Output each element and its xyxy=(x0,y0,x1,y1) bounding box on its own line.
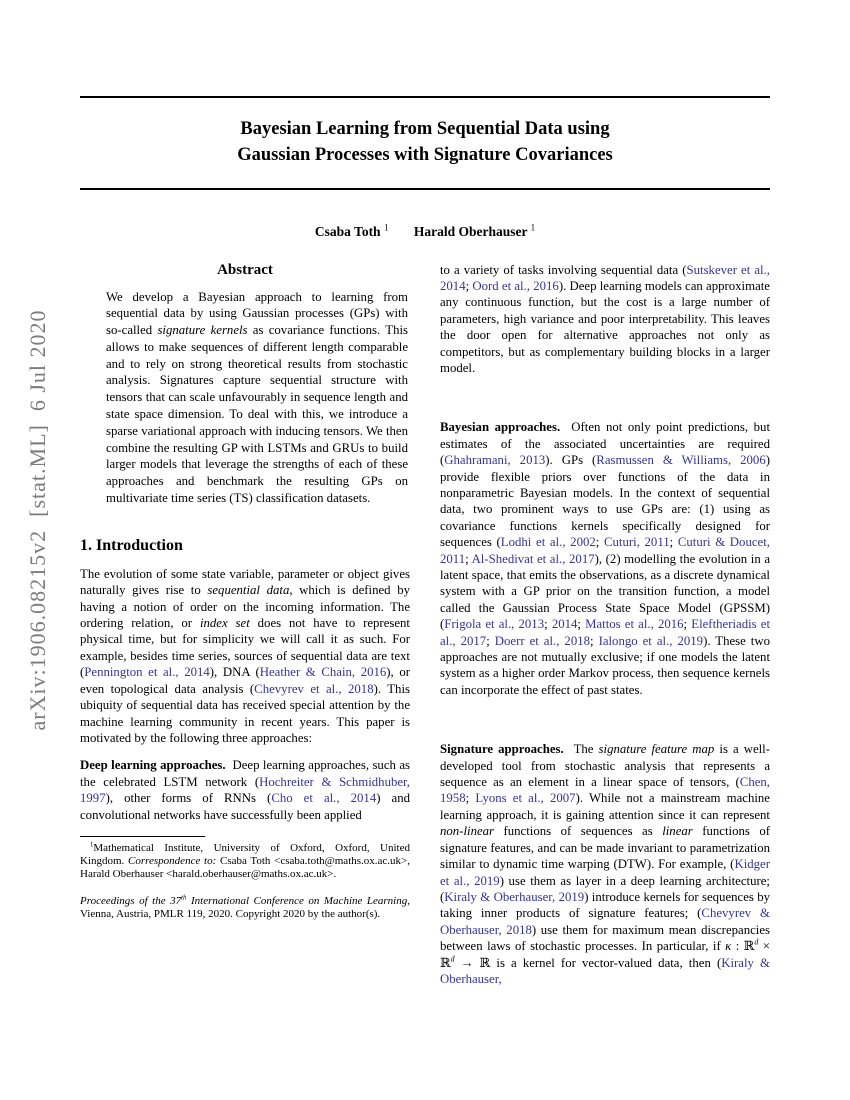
text-run: : ℝ xyxy=(731,939,755,954)
text-run: d xyxy=(450,954,455,964)
text-run: ) and convolutional networks have successfully been applied xyxy=(80,791,410,822)
citation-link[interactable]: Cuturi, 2011 xyxy=(603,535,670,550)
text-run: ). Deep learning models can approximate any continuous function, but the cost is a large number of parameters, high variance and poor interpretability. This leaves the door open for alternative approaches not only as competitors, but as complementary building blocks in a larger model. xyxy=(440,278,770,375)
text-run: The evolution of some state variable, parameter or object gives naturally gives rise to xyxy=(80,566,410,598)
text-run: → ℝ is a kernel for vector-valued data, then ( xyxy=(454,955,722,970)
citation-link[interactable]: Rasmussen & Williams, 2006 xyxy=(596,453,766,468)
text-run: sequential data xyxy=(207,583,290,598)
citation-link[interactable]: Mattos et al., 2016 xyxy=(585,617,684,632)
citation-link[interactable]: Doerr et al., 2018 xyxy=(494,633,591,648)
citation-link[interactable]: Frigola et al., 2013 xyxy=(444,617,545,632)
section-heading-introduction: 1. Introduction xyxy=(80,536,183,554)
text-run: to a variety of tasks involving sequential data ( xyxy=(440,262,687,277)
author-1-affiliation-mark: 1 xyxy=(383,222,389,232)
abstract-heading: Abstract xyxy=(217,261,273,278)
text-run: ; xyxy=(486,633,495,648)
header-rule-bottom xyxy=(80,188,770,190)
citation-link[interactable]: Ialongo et al., 2019 xyxy=(598,633,704,648)
header-rule-top xyxy=(80,96,770,98)
footnote-rule xyxy=(80,836,205,837)
text-run: Mathematical Institute, University of Oxford, Oxford, United Kingdom. xyxy=(80,841,410,868)
citation-link[interactable]: Heather & Chain, 2016 xyxy=(259,665,387,680)
left-column xyxy=(80,262,410,988)
text-run: , which is defined by having a notion of order on the incoming information. The ordering relation, or xyxy=(80,583,410,631)
author-1 xyxy=(315,224,389,239)
text-run: Signature approaches. xyxy=(440,742,564,757)
text-run: functions of signature features, and can be made invariant to parametrization similar to dynamic time warping (DTW). For example, ( xyxy=(440,824,770,872)
text-run: Deep learning approaches, such as the celebrated LSTM network ( xyxy=(80,758,411,789)
citation-link[interactable]: Chevyrev et al., 2018 xyxy=(254,681,374,696)
text-run: ; xyxy=(683,617,692,632)
text-run: International Conference on Machine Learning xyxy=(186,894,408,907)
citation-link[interactable]: Eleftheriadis et al., 2017 xyxy=(440,617,771,648)
citation-link[interactable]: Cuturi & Doucet, 2011 xyxy=(440,535,770,566)
abstract-paragraph xyxy=(106,289,408,507)
text-run: The xyxy=(563,742,599,757)
text-run: is a well-developed tool from stochastic analysis that represents a sequence as an element in a linear space of tensors, ( xyxy=(440,742,771,790)
text-run: ) use them for maximum mean discrepancies between laws of stochastic processes. In particular, if xyxy=(440,922,770,954)
citation-link[interactable]: Kiraly & Oberhauser, xyxy=(440,955,770,986)
text-run: ; xyxy=(590,633,599,648)
citation-link[interactable]: Hochreiter & Schmidhuber, 1997 xyxy=(80,774,410,806)
text-run: We develop a Bayesian approach to learning from sequential data by using Gaussian processes (GPs) with so-called xyxy=(106,289,408,338)
citation-link[interactable]: Sutskever et al., 2014 xyxy=(440,262,770,293)
text-run: ; xyxy=(465,551,472,566)
text-run: Bayesian approaches. xyxy=(440,420,561,435)
author-2-affiliation-mark: 1 xyxy=(530,222,536,232)
text-run: d xyxy=(754,937,759,947)
two-column-body xyxy=(80,262,770,988)
text-run: ) use them as layer in a deep learning architecture; ( xyxy=(440,873,770,904)
author-1-name: Csaba Toth xyxy=(314,223,381,239)
arxiv-stamp: arXiv:1906.08215v2 [stat.ML] 6 Jul 2020 xyxy=(25,309,50,731)
text-run: ), (2) modelling the evolution in a latent space, that emits the observations, as a discrete dynamical system with a GP prior on the transition function, a model called the Gaussian Process State Space Model (GPSSM) ( xyxy=(440,551,770,632)
text-run: as covariance functions. This allows to make sequences of different length comparable and to rely on strong theoretical results from stochastic analysis. Signatures capture sequential structure with tensors that can scale unfavourably in sequence length and state space dimension. To deal with this, we introduce a sparse variational approach with inducing tensors. We then combine the resulting GP with LSTMs and GRUs to build larger models that leverage the strengths of each of these approaches and benchmark the resulting GPs on multivariate time series (TS) classification datasets. xyxy=(106,323,408,506)
citation-link[interactable]: Lyons et al., 2007 xyxy=(475,791,576,806)
citation-link[interactable]: Chevyrev & Oberhauser, 2018 xyxy=(440,906,770,937)
paper-content xyxy=(80,0,770,987)
text-run: ), other forms of RNNs ( xyxy=(105,791,272,806)
text-run: Correspondence to: xyxy=(128,855,217,868)
paper-title xyxy=(80,116,770,168)
proceedings-note xyxy=(80,895,410,921)
text-run: Csaba Toth <csaba.toth@maths.ox.ac.uk>, Harald Oberhauser <harald.oberhauser@maths.ox.ac.uk>. xyxy=(80,855,410,881)
intro-paragraph xyxy=(80,566,410,746)
author-line xyxy=(80,222,770,240)
text-run: ; xyxy=(465,278,473,293)
text-run: does not have to represent physical time, but for simplicity we will call it as such. For example, besides time series, sources of sequential data are text ( xyxy=(80,616,410,680)
author-2 xyxy=(414,224,535,239)
bayesian-paragraph xyxy=(440,419,770,698)
text-run: th xyxy=(181,893,187,901)
citation-link[interactable]: Pennington et al., 2014 xyxy=(84,665,210,680)
citation-link[interactable]: Oord et al., 2016 xyxy=(472,278,559,293)
text-run: non-linear xyxy=(440,824,495,839)
text-run: κ xyxy=(725,939,732,954)
text-run: ). This ubiquity of sequential data has received special attention by the machine learning community in recent years. This paper is motivated by the following three approaches: xyxy=(80,681,410,745)
citation-link[interactable]: 2014 xyxy=(551,617,578,632)
continuation-paragraph xyxy=(440,262,770,377)
text-run: functions of sequences as xyxy=(494,824,663,839)
text-run: ) provide flexible priors over functions of the data in nonparametric Bayesian models. In the context of sequential data, two prominent ways to use GPs are: (1) using as covariance functions kernels specifically designed for sequences ( xyxy=(440,453,770,550)
text-run: 1 xyxy=(90,841,94,849)
signature-paragraph xyxy=(440,741,770,987)
text-run: index set xyxy=(199,616,250,631)
title-line-1: Bayesian Learning from Sequential Data using xyxy=(240,119,610,139)
citation-link[interactable]: Kidger et al., 2019 xyxy=(440,857,770,888)
text-run: × ℝ xyxy=(440,939,771,970)
text-run: ). These two approaches are not mutually exclusive; if one models the latent system as a higher order Markov process, then sequence kernels can incorporate the effect of past states. xyxy=(440,633,771,697)
text-run: linear xyxy=(662,824,693,839)
text-run: ), or even topological data analysis ( xyxy=(80,665,411,696)
text-run: ) introduce kernels for sequences by taking inner products of signature features; ( xyxy=(440,889,770,921)
text-run: ). GPs ( xyxy=(545,453,597,468)
citation-link[interactable]: Kiraly & Oberhauser, 2019 xyxy=(444,889,585,904)
citation-link[interactable]: Ghahramani, 2013 xyxy=(444,453,546,468)
citation-link[interactable]: Lodhi et al., 2002 xyxy=(500,535,596,550)
title-line-2: Gaussian Processes with Signature Covariances xyxy=(237,145,613,165)
text-run: Deep learning approaches. xyxy=(80,758,226,773)
affiliation-footnote xyxy=(80,842,410,882)
text-run: ; xyxy=(595,535,604,550)
text-run: Proceedings of the 37 xyxy=(80,894,182,907)
right-column xyxy=(440,262,770,988)
text-run: ). While not a mainstream machine learning approach, it is gaining attention since it can represent xyxy=(440,791,770,822)
text-run: ; xyxy=(544,617,552,632)
text-run: signature feature map xyxy=(598,742,715,757)
text-run: signature kernels xyxy=(157,323,248,338)
text-run: ; xyxy=(577,617,586,632)
author-2-name: Harald Oberhauser xyxy=(413,223,528,239)
text-run: Often not only point predictions, but estimates of the associated uncertainties are required ( xyxy=(440,420,770,468)
text-run: ), DNA ( xyxy=(209,665,260,680)
text-run: ; xyxy=(669,535,678,550)
citation-link[interactable]: Cho et al., 2014 xyxy=(271,791,377,806)
text-run: ; xyxy=(465,791,476,806)
citation-link[interactable]: Al-Shedivat et al., 2017 xyxy=(471,551,595,566)
text-run: , Vienna, Austria, PMLR 119, 2020. Copyright 2020 by the author(s). xyxy=(80,894,410,920)
citation-link[interactable]: Chen, 1958 xyxy=(440,775,770,806)
deep-learning-paragraph xyxy=(80,757,410,823)
